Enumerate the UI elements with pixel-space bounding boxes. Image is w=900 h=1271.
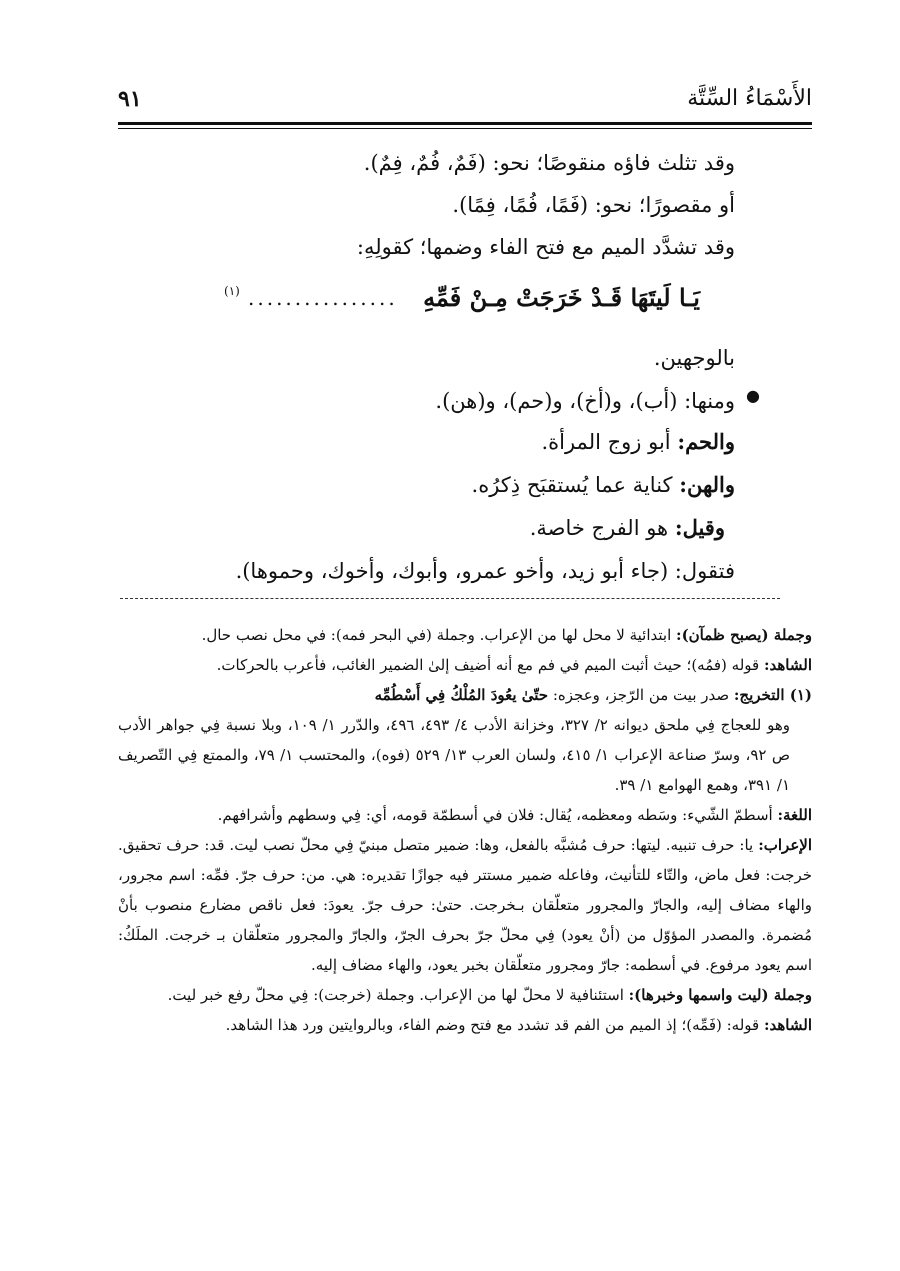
note-label: الشاهد: bbox=[763, 656, 812, 674]
definition-line bbox=[472, 470, 735, 500]
note-text: يا: حرف تنبيه. ليتها: حرف مُشبَّه بالفعل، وها: ضمير متصل مبنيّ فِي محلّ نصب ليت. قد: حرف تحقيق. خرجت: فعل ماض، والتّاء للتأنيث، وفاعله ضمير مستتر فيه جوازًا تقديره: هي. من: حرف جرّ. فمِّه: اسم مجرور، والهاء مضاف إليه، والجارّ والمجرور متعلّقان بـخرجت. حتىٰ: حرف جرّ. يعودَ: فعل ناقص مضارع منصوب بأنْ مُضمرة. والمصدر المؤوّل من (أنْ يعود) فِي محلّ جرّ بحرف الجرّ، والجارّ والمجرور متعلّقان بـ خرجت. الملَكُ: اسم يعود مرفوع. في أسطمه: جارّ ومجرور متعلّقان بخبر يعود، والهاء مضاف إليه. bbox=[118, 836, 812, 974]
footnote-paragraph bbox=[118, 680, 812, 710]
note-text: قوله: (فَمِّه)؛ إذ الميم من الفم قد تشدد مع فتح وضم الفاء، وبالروايتين ورد هذا الشاهد. bbox=[225, 1016, 764, 1034]
body-line: أو مقصورًا؛ نحو: (فَمًا، فُمًا، فِمًا). bbox=[452, 193, 735, 217]
footnotes bbox=[118, 620, 812, 1040]
term-text: أبو زوج المرأة. bbox=[541, 430, 678, 454]
term-text: كناية عما يُستقبَح ذِكرُه. bbox=[471, 473, 680, 497]
header-rule-thin bbox=[118, 128, 812, 129]
running-header-title: الأَسْمَاءُ السِّتَّة bbox=[687, 86, 812, 111]
definition-line bbox=[541, 427, 735, 457]
footnote-marker: (١) bbox=[224, 284, 240, 298]
note-label: الإعراب: bbox=[758, 836, 812, 854]
term-text: هو الفرج خاصة. bbox=[529, 516, 675, 540]
bullet-icon: ● bbox=[746, 386, 760, 405]
header-rule-thick bbox=[118, 122, 812, 125]
definition-line bbox=[530, 513, 725, 543]
footnote-paragraph bbox=[118, 980, 812, 1010]
note-label: وجملة (ليت واسمها وخبرها): bbox=[628, 986, 812, 1004]
footnote-separator bbox=[120, 598, 780, 599]
page-number: ٩١ bbox=[118, 86, 142, 112]
body-line: وقد تشدَّد الميم مع فتح الفاء وضمها؛ كقولِهِ: bbox=[356, 235, 735, 259]
footnote-paragraph: وهو للعجاج فِي ملحق ديوانه ٢/ ٣٢٧، وخزانة الأدب ٤/ ٤٩٣، ٤٩٦، والدّرر ١/ ١٠٩، وبلا نسبة فِي جواهر الأدب ص ٩٢، وسرّ صناعة الإعراب ١/ ٤١٥، ولسان العرب ١٣/ ٥٢٩ (فوه)، والمحتسب ١/ ٧٩، والممتع فِي التّصريف ١/ ٣٩١، وهمع الهوامع ١/ ٣٩. bbox=[118, 716, 790, 794]
term-label: والهن: bbox=[679, 472, 735, 497]
body-line: بالوجهين. bbox=[653, 346, 735, 370]
body-line: ومنها: (أب)، و(أخ)، و(حم)، و(هن). bbox=[435, 389, 735, 413]
note-text: قوله (فمُه)؛ حيث أثبت الميم في فم مع أنه أضيف إلىٰ الضمير الغائب، فأعرب بالحركات. bbox=[216, 656, 764, 674]
note-label: (١) التخريج: bbox=[733, 686, 812, 704]
note-label: الشاهد: bbox=[763, 1016, 812, 1034]
note-label: اللغة: bbox=[777, 806, 812, 824]
body-line: وقد تثلث فاؤه منقوصًا؛ نحو: (فَمٌ، فُمٌ، فِمٌ). bbox=[363, 151, 735, 175]
note-text: أسطمّ الشّيء: وسَطه ومعظمه، يُقال: فلان في أسطمّة قومه، أي: فِي وسطهم وأشرافهم. bbox=[217, 806, 778, 824]
body-line: فتقول: (جاء أبو زيد، وأخو عمرو، وأبوك، وأخوك، وحموها). bbox=[235, 559, 735, 583]
note-text: استئنافية لا محلّ لها من الإعراب. وجملة (خرجت): فِي محلّ رفع خبر ليت. bbox=[167, 986, 629, 1004]
note-label: وجملة (يصبح ظمآن): bbox=[676, 626, 812, 644]
note-text: ابتدائية لا محل لها من الإعراب. وجملة (في البحر فمه): في محل نصب حال. bbox=[201, 626, 677, 644]
footnote-paragraph bbox=[118, 620, 812, 650]
footnote-paragraph bbox=[118, 1010, 812, 1040]
footnote-paragraph bbox=[118, 650, 812, 680]
term-label: والحم: bbox=[677, 429, 735, 454]
note-text: صدر بيت من الرّجز، وعجزه: bbox=[548, 686, 734, 704]
footnote-paragraph bbox=[118, 830, 812, 980]
term-label: وقيل: bbox=[674, 515, 725, 540]
footnote-paragraph bbox=[118, 800, 812, 830]
poetry-verse: يَـا لَيتَهَا قَـدْ خَرَجَتْ مِـنْ فَمِّهِ bbox=[423, 283, 700, 312]
verse-dots: ................ bbox=[248, 286, 398, 310]
note-hemistich: حتّىٰ يعُودَ المُلْكُ فِي أَسْطُمِّه bbox=[374, 686, 549, 704]
